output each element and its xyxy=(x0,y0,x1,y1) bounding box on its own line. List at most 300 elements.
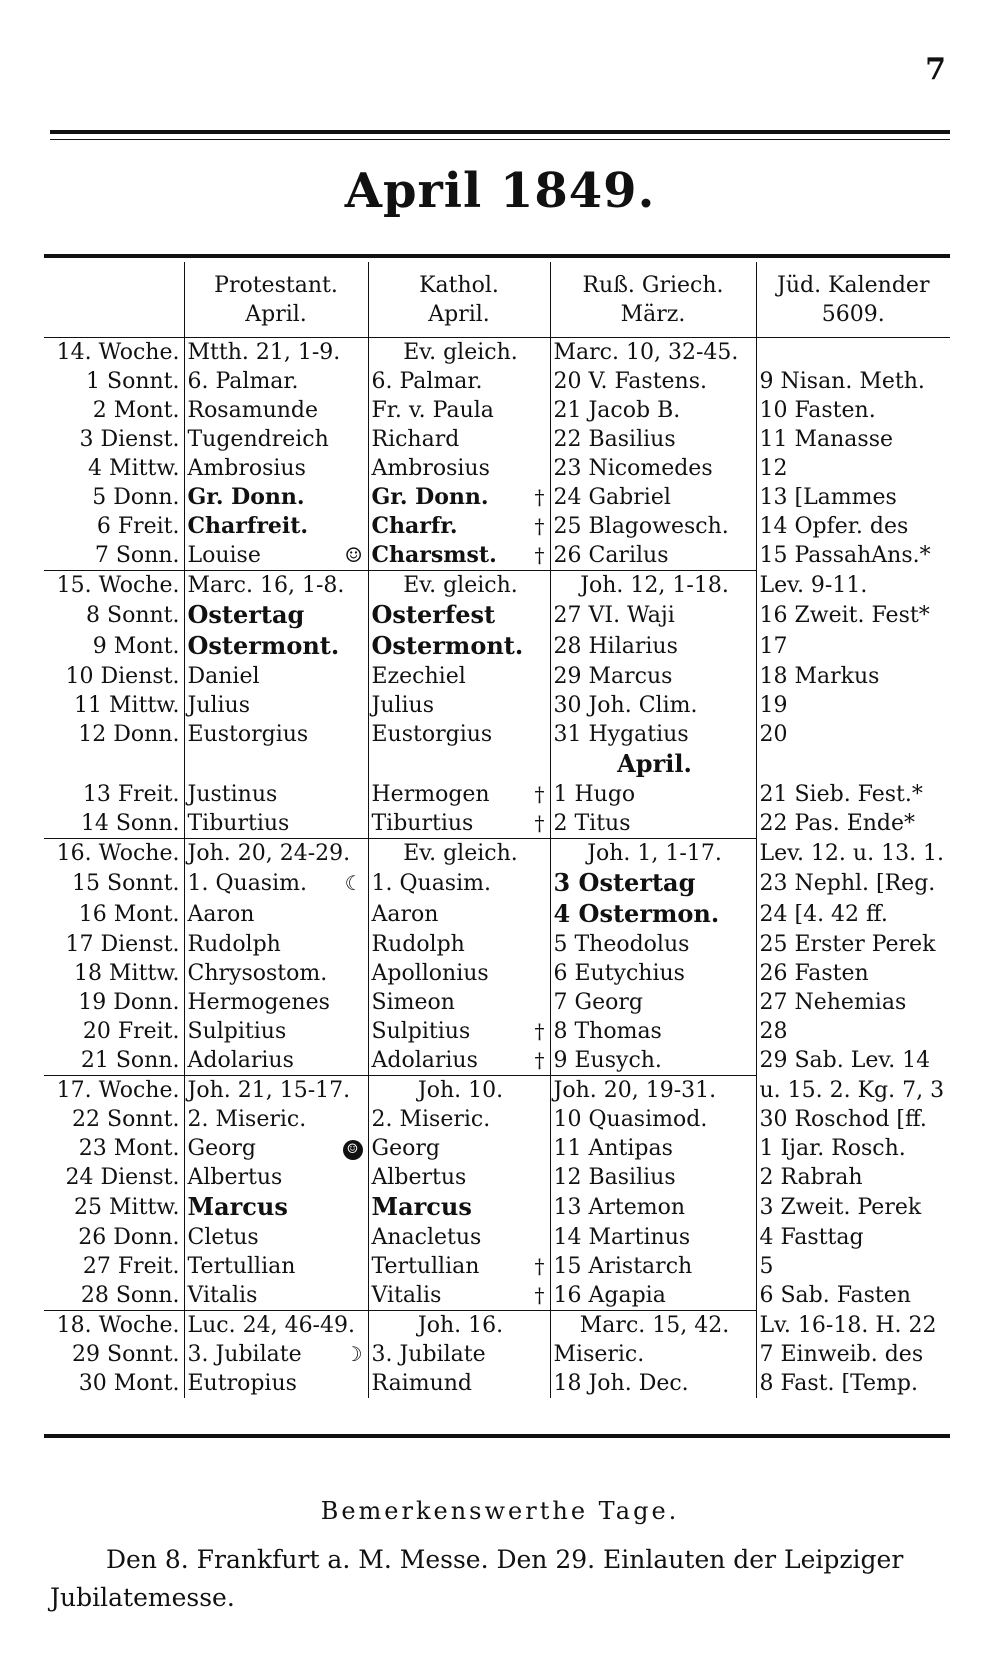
catholic-cell xyxy=(368,1105,550,1134)
protestant-cell xyxy=(184,780,368,809)
jewish-calendar-cell xyxy=(756,367,950,396)
day-cell-text: 5 Donn. xyxy=(92,485,180,510)
russian-greek-cell xyxy=(550,899,756,930)
week-row xyxy=(44,1311,950,1341)
cross-icon: † xyxy=(534,811,545,835)
russian-greek-cell xyxy=(550,1134,756,1163)
day-cell-text: 12 Donn. xyxy=(78,722,180,747)
jewish-calendar-cell-text: 28 xyxy=(759,1019,788,1044)
jewish-calendar-cell-text: 5 xyxy=(759,1254,774,1279)
russian-greek-cell-text: April. xyxy=(617,749,692,778)
protestant-cell xyxy=(184,1017,368,1046)
russian-greek-cell-text: Joh. 1, 1-17. xyxy=(587,841,722,866)
catholic-cell-text: Anacletus xyxy=(371,1225,482,1250)
protestant-cell-text: Justinus xyxy=(187,782,278,807)
jewish-calendar-cell-text: 12 xyxy=(759,456,788,481)
table-row xyxy=(44,1134,950,1163)
table-row xyxy=(44,1046,950,1076)
day-cell-text: 3 Dienst. xyxy=(79,427,180,452)
russian-greek-cell xyxy=(550,1192,756,1223)
catholic-cell-text: Gr. Donn. xyxy=(371,484,489,510)
russian-greek-cell-text: 12 Basilius xyxy=(553,1165,676,1190)
russian-greek-cell-text: 5 Theodolus xyxy=(553,932,690,957)
cross-icon: † xyxy=(534,782,545,806)
protestant-cell xyxy=(184,930,368,959)
cross-icon: † xyxy=(534,1019,545,1043)
jewish-calendar-cell-text: 9 Nisan. Meth. xyxy=(759,369,925,394)
day-cell xyxy=(44,1369,184,1398)
day-cell xyxy=(44,662,184,691)
russian-greek-cell xyxy=(550,1017,756,1046)
russian-greek-cell xyxy=(550,454,756,483)
day-cell-text: 10 Dienst. xyxy=(65,664,180,689)
jewish-calendar-cell xyxy=(756,1163,950,1192)
catholic-cell-text: Marcus xyxy=(371,1192,472,1221)
table-row xyxy=(44,1369,950,1398)
jewish-calendar-cell xyxy=(756,1017,950,1046)
day-cell-text: 21 Sonn. xyxy=(80,1048,180,1073)
table-row xyxy=(44,988,950,1017)
catholic-cell xyxy=(368,454,550,483)
catholic-cell-text: Sulpitius xyxy=(371,1019,471,1044)
protestant-cell xyxy=(184,396,368,425)
calendar-table xyxy=(44,262,950,1398)
russian-greek-cell-text: 3 Ostertag xyxy=(553,868,696,897)
day-cell-text: 16. Woche. xyxy=(56,841,180,866)
catholic-cell-text: Simeon xyxy=(371,990,455,1015)
day-cell-text: 17 Dienst. xyxy=(65,932,180,957)
catholic-cell xyxy=(368,720,550,749)
protestant-cell-text: Louise xyxy=(187,543,261,568)
protestant-cell-text: Luc. 24, 46-49. xyxy=(187,1313,355,1338)
moon-phase-icon: ☺ xyxy=(344,543,363,567)
catholic-cell xyxy=(368,338,550,368)
day-cell xyxy=(44,1252,184,1281)
russian-greek-cell xyxy=(550,1369,756,1398)
day-cell xyxy=(44,691,184,720)
table-row xyxy=(44,396,950,425)
table-row xyxy=(44,483,950,512)
cross-icon: † xyxy=(534,1283,545,1307)
catholic-cell xyxy=(368,1017,550,1046)
table-row xyxy=(44,1252,950,1281)
day-cell xyxy=(44,839,184,869)
catholic-cell xyxy=(368,1252,550,1281)
day-cell xyxy=(44,1046,184,1076)
day-cell-text: 22 Sonnt. xyxy=(72,1107,180,1132)
catholic-cell-text: Richard xyxy=(371,427,460,452)
table-row xyxy=(44,367,950,396)
jewish-calendar-cell-text: Lev. 9-11. xyxy=(759,572,868,598)
day-cell xyxy=(44,1105,184,1134)
protestant-cell xyxy=(184,1192,368,1223)
russian-greek-cell-text: Joh. 20, 19-31. xyxy=(553,1078,717,1103)
day-cell xyxy=(44,483,184,512)
day-cell xyxy=(44,1223,184,1252)
russian-greek-cell xyxy=(550,720,756,749)
page-title: April 1849. xyxy=(344,163,656,219)
protestant-cell xyxy=(184,541,368,571)
catholic-cell-text: Aaron xyxy=(371,902,439,927)
page-number: 7 xyxy=(925,52,946,87)
day-cell-text: 24 Dienst. xyxy=(65,1165,180,1190)
jewish-calendar-cell-text: 20 xyxy=(759,722,788,747)
russian-greek-cell xyxy=(550,571,756,601)
catholic-cell-text: 2. Miseric. xyxy=(371,1107,491,1132)
protestant-cell-text: Sulpitius xyxy=(187,1019,287,1044)
catholic-cell-text: Joh. 16. xyxy=(417,1313,504,1338)
table-row xyxy=(44,1163,950,1192)
jewish-calendar-cell xyxy=(756,541,950,571)
day-cell-text: 2 Mont. xyxy=(92,398,180,423)
catholic-cell xyxy=(368,367,550,396)
russian-greek-cell-text: 13 Artemon xyxy=(553,1195,686,1220)
day-cell xyxy=(44,396,184,425)
russian-greek-cell xyxy=(550,425,756,454)
catholic-cell-text: 6. Palmar. xyxy=(371,369,483,394)
jewish-calendar-cell xyxy=(756,1252,950,1281)
russian-greek-cell-text: 8 Thomas xyxy=(553,1019,662,1044)
russian-greek-cell-text: 28 Hilarius xyxy=(553,634,678,659)
jewish-calendar-cell-text: 10 Fasten. xyxy=(759,398,876,423)
jewish-calendar-cell xyxy=(756,1134,950,1163)
russian-greek-cell xyxy=(550,749,756,780)
day-cell xyxy=(44,930,184,959)
protestant-cell-text: Joh. 20, 24-29. xyxy=(187,841,351,866)
jewish-calendar-cell xyxy=(756,662,950,691)
protestant-cell-text: Daniel xyxy=(187,664,260,689)
day-cell xyxy=(44,1134,184,1163)
header-russian-greek: Ruß. Griech. März. xyxy=(550,262,756,338)
russian-greek-cell xyxy=(550,600,756,631)
jewish-calendar-cell xyxy=(756,1046,950,1076)
catholic-cell-text: Tertullian xyxy=(371,1254,480,1279)
day-cell xyxy=(44,780,184,809)
jewish-calendar-cell-text: 7 Einweib. des xyxy=(759,1342,924,1367)
jewish-calendar-cell-text: 18 Markus xyxy=(759,664,880,689)
day-cell xyxy=(44,425,184,454)
catholic-cell-text: Raimund xyxy=(371,1371,473,1396)
day-cell xyxy=(44,338,184,368)
table-row xyxy=(44,720,950,749)
jewish-calendar-cell xyxy=(756,1369,950,1398)
day-cell-text: 6 Freit. xyxy=(96,514,180,539)
protestant-cell-text: Albertus xyxy=(187,1165,283,1190)
day-cell xyxy=(44,541,184,571)
jewish-calendar-cell-text: 24 [4. 42 ff. xyxy=(759,902,888,927)
catholic-cell-text: Apollonius xyxy=(371,961,489,986)
jewish-calendar-cell-text: 17 xyxy=(759,634,788,659)
jewish-calendar-cell xyxy=(756,1311,950,1341)
russian-greek-cell xyxy=(550,1163,756,1192)
jewish-calendar-cell xyxy=(756,631,950,662)
russian-greek-cell xyxy=(550,338,756,368)
cross-icon: † xyxy=(534,1254,545,1278)
jewish-calendar-cell-text: u. 15. 2. Kg. 7, 3 xyxy=(759,1077,945,1103)
catholic-cell xyxy=(368,749,550,780)
catholic-cell xyxy=(368,541,550,571)
jewish-calendar-cell-text: 13 [Lammes xyxy=(759,485,897,510)
protestant-cell xyxy=(184,1369,368,1398)
russian-greek-cell-text: Miseric. xyxy=(553,1342,645,1367)
day-cell xyxy=(44,512,184,541)
jewish-calendar-cell-text: 21 Sieb. Fest.* xyxy=(759,782,923,807)
jewish-calendar-cell-text: Lv. 16-18. H. 22 xyxy=(759,1312,937,1338)
catholic-cell xyxy=(368,631,550,662)
cross-icon: † xyxy=(534,1048,545,1072)
russian-greek-cell xyxy=(550,662,756,691)
catholic-cell xyxy=(368,868,550,899)
jewish-calendar-cell xyxy=(756,839,950,869)
protestant-cell-text: Ambrosius xyxy=(187,456,306,481)
calendar-body xyxy=(44,338,950,1399)
protestant-cell-text: Mtth. 21, 1-9. xyxy=(187,340,341,365)
jewish-calendar-cell xyxy=(756,1281,950,1311)
jewish-calendar-cell-text: 23 Nephl. [Reg. xyxy=(759,871,936,896)
moon-phase-icon xyxy=(343,1134,368,1163)
day-cell xyxy=(44,1192,184,1223)
russian-greek-cell-text: 30 Joh. Clim. xyxy=(553,693,698,718)
protestant-cell-text: Charfreit. xyxy=(187,513,309,539)
protestant-cell-text: Cletus xyxy=(187,1225,259,1250)
day-cell xyxy=(44,631,184,662)
day-cell xyxy=(44,1017,184,1046)
catholic-cell xyxy=(368,1134,550,1163)
jewish-calendar-cell xyxy=(756,691,950,720)
russian-greek-cell xyxy=(550,1223,756,1252)
table-row xyxy=(44,959,950,988)
day-cell xyxy=(44,1281,184,1311)
russian-greek-cell-text: 10 Quasimod. xyxy=(553,1107,708,1132)
catholic-cell xyxy=(368,483,550,512)
day-cell-text: 18. Woche. xyxy=(56,1313,180,1338)
protestant-cell-text: Rudolph xyxy=(187,932,281,957)
table-row xyxy=(44,868,950,899)
russian-greek-cell-text: Joh. 12, 1-18. xyxy=(580,573,729,598)
day-cell xyxy=(44,1340,184,1369)
protestant-cell-text: 3. Jubilate xyxy=(187,1342,302,1367)
day-cell-text: 15 Sonnt. xyxy=(72,871,180,896)
protestant-cell xyxy=(184,1046,368,1076)
table-row xyxy=(44,930,950,959)
table-row xyxy=(44,454,950,483)
catholic-cell-text: Ambrosius xyxy=(371,456,490,481)
catholic-cell-text: Joh. 10. xyxy=(417,1078,504,1103)
catholic-cell-text: 1. Quasim. xyxy=(371,871,491,896)
table-row xyxy=(44,1281,950,1311)
russian-greek-cell-text: 26 Carilus xyxy=(553,543,669,568)
catholic-cell-text: Hermogen xyxy=(371,782,490,807)
table-row xyxy=(44,512,950,541)
jewish-calendar-cell xyxy=(756,571,950,601)
top-rule xyxy=(50,130,950,134)
day-cell xyxy=(44,1076,184,1106)
catholic-cell xyxy=(368,1369,550,1398)
russian-greek-cell xyxy=(550,1252,756,1281)
day-cell-text: 1 Sonnt. xyxy=(86,369,180,394)
russian-greek-cell-text: 2 Titus xyxy=(553,811,631,836)
jewish-calendar-cell-text: 29 Sab. Lev. 14 xyxy=(759,1048,931,1074)
protestant-cell xyxy=(184,1223,368,1252)
catholic-cell-text: 3. Jubilate xyxy=(371,1342,486,1367)
catholic-cell xyxy=(368,425,550,454)
catholic-cell xyxy=(368,600,550,631)
protestant-cell xyxy=(184,809,368,839)
russian-greek-cell-text: 24 Gabriel xyxy=(553,485,671,510)
jewish-calendar-cell xyxy=(756,1076,950,1106)
day-cell-text: 23 Mont. xyxy=(78,1136,180,1161)
jewish-calendar-cell-text: 16 Zweit. Fest* xyxy=(759,603,930,628)
cross-icon: † xyxy=(534,485,545,509)
day-cell xyxy=(44,749,184,780)
catholic-cell-text: Adolarius xyxy=(371,1048,478,1073)
catholic-cell xyxy=(368,691,550,720)
protestant-cell xyxy=(184,1134,368,1163)
jewish-calendar-cell xyxy=(756,425,950,454)
catholic-cell xyxy=(368,396,550,425)
catholic-cell xyxy=(368,1076,550,1106)
russian-greek-cell xyxy=(550,1105,756,1134)
protestant-cell-text: Eustorgius xyxy=(187,722,309,747)
notes-heading: Bemerkenswerthe Tage. xyxy=(320,1497,680,1525)
protestant-cell xyxy=(184,512,368,541)
protestant-cell-text: 6. Palmar. xyxy=(187,369,299,394)
day-cell-text: 18 Mittw. xyxy=(74,961,180,986)
catholic-cell xyxy=(368,1192,550,1223)
header-day xyxy=(44,262,184,338)
catholic-cell xyxy=(368,959,550,988)
catholic-cell-text: Ev. gleich. xyxy=(403,841,518,866)
russian-greek-cell xyxy=(550,396,756,425)
russian-greek-cell xyxy=(550,512,756,541)
protestant-cell xyxy=(184,367,368,396)
table-row xyxy=(44,809,950,839)
jewish-calendar-cell xyxy=(756,1223,950,1252)
day-cell-text: 9 Mont. xyxy=(92,634,180,659)
catholic-cell xyxy=(368,809,550,839)
day-cell-text: 30 Mont. xyxy=(78,1371,180,1396)
day-cell-text: 14 Sonn. xyxy=(80,811,180,836)
protestant-cell xyxy=(184,631,368,662)
russian-greek-cell-text: 31 Hygatius xyxy=(553,722,689,747)
russian-greek-cell xyxy=(550,1311,756,1341)
jewish-calendar-cell xyxy=(756,868,950,899)
catholic-cell xyxy=(368,899,550,930)
table-row xyxy=(44,780,950,809)
protestant-cell-text: Adolarius xyxy=(187,1048,294,1073)
catholic-cell-text: Fr. v. Paula xyxy=(371,398,494,423)
jewish-calendar-cell-text: 8 Fast. [Temp. xyxy=(759,1371,919,1396)
jewish-calendar-cell-text: Lev. 12. u. 13. 1. xyxy=(759,840,945,866)
day-cell xyxy=(44,868,184,899)
russian-greek-cell-text: Marc. 10, 32-45. xyxy=(553,340,739,365)
jewish-calendar-cell-text: 26 Fasten xyxy=(759,961,869,986)
russian-greek-cell-text: 11 Antipas xyxy=(553,1136,673,1161)
jewish-calendar-cell xyxy=(756,809,950,839)
day-cell-text: 20 Freit. xyxy=(82,1019,180,1044)
day-cell-text: 14. Woche. xyxy=(56,340,180,365)
protestant-cell-text: Tiburtius xyxy=(187,811,290,836)
jewish-calendar-cell-text: 1 Ijar. Rosch. xyxy=(759,1136,906,1161)
russian-greek-cell xyxy=(550,988,756,1017)
protestant-cell-text: Rosamunde xyxy=(187,398,319,423)
jewish-calendar-cell xyxy=(756,930,950,959)
protestant-cell xyxy=(184,899,368,930)
moon-phase-icon: ☾ xyxy=(344,871,363,895)
catholic-cell xyxy=(368,839,550,869)
russian-greek-cell-text: 6 Eutychius xyxy=(553,961,685,986)
day-cell xyxy=(44,1311,184,1341)
catholic-cell xyxy=(368,662,550,691)
russian-greek-cell xyxy=(550,483,756,512)
jewish-calendar-cell xyxy=(756,720,950,749)
protestant-cell-text: Julius xyxy=(187,693,251,718)
top-rule-thin xyxy=(50,139,950,140)
catholic-cell xyxy=(368,780,550,809)
russian-greek-cell xyxy=(550,691,756,720)
day-cell xyxy=(44,959,184,988)
protestant-cell-text: Tugendreich xyxy=(187,427,329,452)
protestant-cell-text: Joh. 21, 15-17. xyxy=(187,1078,351,1103)
catholic-cell-text: Osterfest xyxy=(371,600,496,629)
russian-greek-cell xyxy=(550,930,756,959)
russian-greek-cell xyxy=(550,959,756,988)
week-row xyxy=(44,338,950,368)
catholic-cell-text: Ostermont. xyxy=(371,631,524,660)
week-row xyxy=(44,571,950,601)
jewish-calendar-cell xyxy=(756,396,950,425)
russian-greek-cell xyxy=(550,1340,756,1369)
protestant-cell xyxy=(184,1076,368,1106)
table-row xyxy=(44,749,950,780)
table-top-rule xyxy=(44,254,950,258)
catholic-cell xyxy=(368,1223,550,1252)
header-catholic: Kathol. April. xyxy=(368,262,550,338)
jewish-calendar-cell-text: 27 Nehemias xyxy=(759,990,907,1015)
russian-greek-cell-text: 21 Jacob B. xyxy=(553,398,681,423)
protestant-cell xyxy=(184,988,368,1017)
russian-greek-cell-text: 15 Aristarch xyxy=(553,1254,693,1279)
day-cell-text: 19 Donn. xyxy=(78,990,180,1015)
day-cell-text: 28 Sonn. xyxy=(80,1283,180,1308)
catholic-cell xyxy=(368,1163,550,1192)
day-cell-text: 13 Freit. xyxy=(82,782,180,807)
day-cell-text: 25 Mittw. xyxy=(74,1195,180,1220)
jewish-calendar-cell-text: 30 Roschod [ff. xyxy=(759,1107,927,1132)
protestant-cell-text: Hermogenes xyxy=(187,990,330,1015)
protestant-cell xyxy=(184,338,368,368)
table-row xyxy=(44,1340,950,1369)
full-moon-icon: ☺ xyxy=(343,1140,363,1160)
protestant-cell xyxy=(184,868,368,899)
protestant-cell-text: Marc. 16, 1-8. xyxy=(187,573,345,598)
cross-icon: † xyxy=(534,543,545,567)
day-cell-text: 15. Woche. xyxy=(56,573,180,598)
russian-greek-cell-text: 29 Marcus xyxy=(553,664,673,689)
day-cell-text: 8 Sonnt. xyxy=(86,603,180,628)
catholic-cell-text: Albertus xyxy=(371,1165,467,1190)
catholic-cell-text: Vitalis xyxy=(371,1283,442,1308)
russian-greek-cell-text: 27 VI. Waji xyxy=(553,603,675,628)
russian-greek-cell-text: 20 V. Fastens. xyxy=(553,369,708,394)
jewish-calendar-cell-text: 19 xyxy=(759,693,788,718)
catholic-cell xyxy=(368,571,550,601)
day-cell xyxy=(44,367,184,396)
russian-greek-cell-text: 18 Joh. Dec. xyxy=(553,1371,689,1396)
russian-greek-cell xyxy=(550,1076,756,1106)
protestant-cell xyxy=(184,662,368,691)
table-row xyxy=(44,631,950,662)
